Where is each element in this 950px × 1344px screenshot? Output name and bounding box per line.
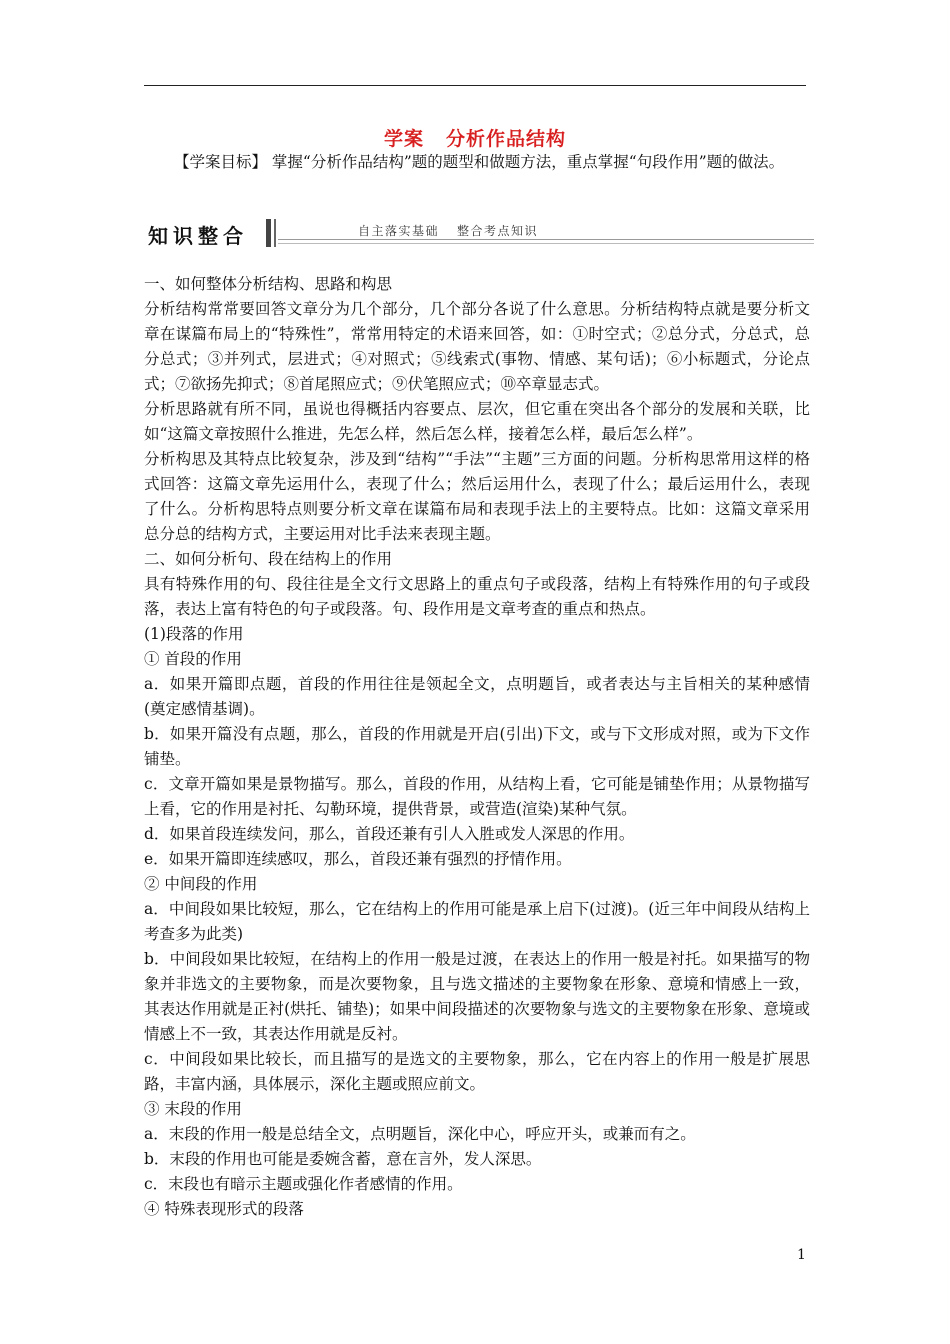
body-content — [144, 272, 810, 1222]
subheading: ③ 末段的作用 — [144, 1100, 242, 1118]
subheading: ④ 特殊表现形式的段落 — [144, 1200, 304, 1218]
page-title — [0, 124, 950, 151]
list-item: a．中间段如果比较短，那么，它在结构上的作用可能是承上启下(过渡)。(近三年中间段从结构上考查多为此类) — [144, 900, 810, 943]
study-goal: 【学案目标】 掌握“分析作品结构”题的题型和做题方法，重点掌握“句段作用”题的做法。 — [174, 153, 785, 171]
list-item: d．如果首段连续发问，那么，首段还兼有引人入胜或发人深思的作用。 — [144, 825, 635, 843]
banner-subtitle-1: 自主落实基础 — [358, 224, 440, 238]
heading-2: 二、如何分析句、段在结构上的作用 — [144, 550, 393, 568]
banner-band-rule — [278, 243, 814, 244]
list-item: a．末段的作用一般是总结全文，点明题旨，深化中心，呼应开头，或兼而有之。 — [144, 1125, 696, 1143]
header-rule — [144, 85, 806, 86]
list-item: c．末段也有暗示主题或强化作者感情的作用。 — [144, 1175, 463, 1193]
banner-label: 知识整合 — [148, 224, 248, 248]
paragraph: 分析思路就有所不同，虽说也得概括内容要点、层次，但它重在突出各个部分的发展和关联，比如“这篇文章按照什么推进，先怎么样，然后怎么样，接着怎么样，最后怎么样”。 — [144, 400, 810, 443]
page-number: 1 — [797, 1247, 806, 1263]
heading-1: 一、如何整体分析结构、思路和构思 — [144, 275, 393, 293]
title-text: 分析作品结构 — [446, 128, 567, 150]
list-item: c．文章开篇如果是景物描写。那么，首段的作用，从结构上看，它可能是铺垫作用；从景物描写上看，它的作用是衬托、勾勒环境，提供背景，或营造(渲染)某种气氛。 — [144, 775, 810, 818]
banner-divider — [266, 219, 271, 247]
banner-subtitle — [358, 222, 538, 239]
title-label: 学案 — [383, 128, 424, 150]
list-item: a．如果开篇即点题，首段的作用往往是领起全文，点明题旨，或者表达与主旨相关的某种感情(奠定感情基调)。 — [144, 675, 810, 718]
subheading: ① 首段的作用 — [144, 650, 242, 668]
subheading: ② 中间段的作用 — [144, 875, 258, 893]
paragraph: 具有特殊作用的句、段往往是全文行文思路上的重点句子或段落，结构上有特殊作用的句子或段落，表达上富有特色的句子或段落。句、段作用是文章考查的重点和热点。 — [144, 575, 810, 618]
subheading: (1)段落的作用 — [144, 625, 244, 643]
list-item: e．如果开篇即连续感叹，那么，首段还兼有强烈的抒情作用。 — [144, 850, 572, 868]
paragraph: 分析构思及其特点比较复杂，涉及到“结构”“手法”“主题”三方面的问题。分析构思常用这样的格式回答：这篇文章先运用什么，表现了什么；然后运用什么，表现了什么；最后运用什么，表现了什么。分析构思特点则要分析文章在谋篇布局和表现手法上的主要特点。比如：这篇文章采用总分总的结构方式，主要运用对比手法来表现主题。 — [144, 450, 810, 543]
banner-divider-thin — [274, 219, 276, 247]
paragraph: 分析结构常常要回答文章分为几个部分，几个部分各说了什么意思。分析结构特点就是要分析文章在谋篇布局上的“特殊性”，常常用特定的术语来回答，如：①时空式；②总分式，分总式，总分总式；③并列式，层进式；④对照式；⑤线索式(事物、情感、某句话)；⑥小标题式，分论点式；⑦欲扬先抑式；⑧首尾照应式；⑨伏笔照应式；⑩卒章显志式。 — [144, 300, 810, 393]
list-item: b．末段的作用也可能是委婉含蓄，意在言外，发人深思。 — [144, 1150, 542, 1168]
list-item: b．如果开篇没有点题，那么，首段的作用就是开启(引出)下文，或与下文形成对照，或为下文作铺垫。 — [144, 725, 810, 768]
list-item: b．中间段如果比较短，在结构上的作用一般是过渡，在表达上的作用一般是衬托。如果描写的物象并非选文的主要物象，而是次要物象，且与选文描述的主要物象在形象、意境和情感上一致，其表达作用就是正衬(烘托、铺垫)；如果中间段描述的次要物象与选文的主要物象在形象、意境或情感上不一致，其表达作用就是反衬。 — [144, 950, 810, 1043]
list-item: c．中间段如果比较长，而且描写的是选文的主要物象，那么，它在内容上的作用一般是扩展思路，丰富内涵，具体展示，深化主题或照应前文。 — [144, 1050, 810, 1093]
section-banner — [144, 219, 814, 249]
banner-subtitle-2: 整合考点知识 — [457, 224, 539, 238]
